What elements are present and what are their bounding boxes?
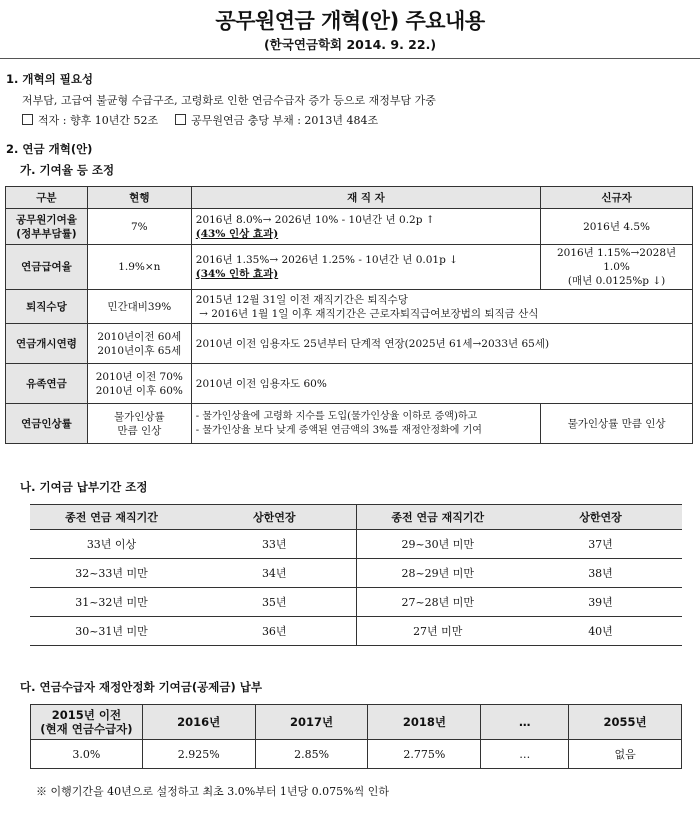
table-cell: 27년 미만 bbox=[356, 617, 519, 646]
subsection-c-heading: 다. 연금수급자 재정안정화 기여금(공제금) 납부 bbox=[20, 680, 262, 694]
checkbox-icon bbox=[22, 114, 33, 125]
incumbent-value: 2016년 8.0%→ 2026년 10% - 10년간 년 0.2p ↑ (43% 인상 효과) bbox=[191, 209, 540, 245]
col-prior-service: 종전 연금 재직기간 bbox=[30, 505, 193, 530]
table-row bbox=[30, 588, 682, 617]
table-row bbox=[31, 740, 682, 769]
section2-heading: 2. 연금 개혁(안) bbox=[6, 142, 93, 156]
col-ellipsis: … bbox=[481, 705, 569, 740]
table-row bbox=[30, 617, 682, 646]
check-deficit: 적자 : 향후 10년간 52조 bbox=[38, 114, 159, 127]
table-cell: 없음 bbox=[569, 740, 682, 769]
section1-text: 저부담, 고급여 불균형 수급구조, 고령화로 인한 연금수급자 증가 등으로 재정부담 가중 bbox=[22, 94, 436, 107]
footnote: ※ 이행기간을 40년으로 설정하고 최초 3.0%부터 1년당 0.075%씩 인하 bbox=[36, 785, 390, 798]
row-label: 연금급여율 bbox=[6, 245, 88, 290]
newcomer-value: 2016년 4.5% bbox=[541, 209, 693, 245]
current-value: 민간대비39% bbox=[87, 290, 191, 324]
contribution-period-table bbox=[30, 504, 682, 646]
table-cell: 35년 bbox=[193, 588, 356, 617]
current-value: 7% bbox=[87, 209, 191, 245]
col-year: 2017년 bbox=[255, 705, 368, 740]
merged-value: 2015년 12월 31일 이전 재직기간은 퇴직수당 → 2016년 1월 1일 이후 재직기간은 근로자퇴직급여보장법의 퇴직금 산식 bbox=[191, 290, 692, 324]
table-cell: 2.925% bbox=[142, 740, 255, 769]
table-cell: 32~33년 미만 bbox=[30, 559, 193, 588]
col-year: 2016년 bbox=[142, 705, 255, 740]
newcomer-value: 2016년 1.15%→2028년 1.0% (매년 0.0125%p ↓) bbox=[541, 245, 693, 290]
check-liability: 공무원연금 충당 부채 : 2013년 484조 bbox=[191, 114, 379, 127]
col-category: 구분 bbox=[6, 187, 88, 209]
col-extended-cap: 상한연장 bbox=[193, 505, 356, 530]
merged-value: 2010년 이전 임용자도 60% bbox=[191, 364, 692, 404]
title-divider bbox=[0, 58, 700, 59]
col-prior-service: 종전 연금 재직기간 bbox=[356, 505, 519, 530]
incumbent-value: - 물가인상율에 고령화 지수를 도입(물가인상율 이하로 증액)하고 - 물가인상율 보다 낮게 증액된 연금액의 3%를 재정안정화에 기여 bbox=[191, 404, 540, 444]
table-cell: 36년 bbox=[193, 617, 356, 646]
table-cell: 33년 이상 bbox=[30, 530, 193, 559]
table-row bbox=[6, 364, 693, 404]
table-row bbox=[6, 404, 693, 444]
incumbent-value: 2016년 1.35%→ 2026년 1.25% - 10년간 년 0.01p ↓ (34% 인하 효과) bbox=[191, 245, 540, 290]
col-current: 현행 bbox=[87, 187, 191, 209]
table-row bbox=[6, 290, 693, 324]
current-value: 1.9%×n bbox=[87, 245, 191, 290]
contribution-table bbox=[5, 186, 693, 444]
page-title: 공무원연금 개혁(안) 주요내용 bbox=[215, 9, 485, 33]
current-value: 2010년 이전 70% 2010년 이후 60% bbox=[87, 364, 191, 404]
table-cell: … bbox=[481, 740, 569, 769]
current-value: 2010년이전 60세 2010년이후 65세 bbox=[87, 324, 191, 364]
col-incumbent: 재 직 자 bbox=[191, 187, 540, 209]
checkbox-icon bbox=[175, 114, 186, 125]
col-year: 2018년 bbox=[368, 705, 481, 740]
row-label: 퇴직수당 bbox=[6, 290, 88, 324]
table-cell: 33년 bbox=[193, 530, 356, 559]
page-subtitle: (한국연금학회 2014. 9. 22.) bbox=[263, 37, 437, 52]
table-cell: 40년 bbox=[519, 617, 682, 646]
col-extended-cap: 상한연장 bbox=[519, 505, 682, 530]
table-cell: 37년 bbox=[519, 530, 682, 559]
row-label: 공무원기여율 (정부부담률) bbox=[6, 209, 88, 245]
row-label: 유족연금 bbox=[6, 364, 88, 404]
table-cell: 39년 bbox=[519, 588, 682, 617]
table-row bbox=[6, 209, 693, 245]
table-row bbox=[6, 245, 693, 290]
table-row bbox=[6, 324, 693, 364]
table-cell: 2.85% bbox=[255, 740, 368, 769]
newcomer-value: 물가인상률 만큼 인상 bbox=[541, 404, 693, 444]
table-cell: 28~29년 미만 bbox=[356, 559, 519, 588]
table-cell: 2.775% bbox=[368, 740, 481, 769]
current-value: 물가인상률 만큼 인상 bbox=[87, 404, 191, 444]
col-newcomer: 신규자 bbox=[541, 187, 693, 209]
subsection-b-heading: 나. 기여금 납부기간 조정 bbox=[20, 480, 148, 494]
col-year: 2055년 bbox=[569, 705, 682, 740]
table-cell: 34년 bbox=[193, 559, 356, 588]
row-label: 연금인상률 bbox=[6, 404, 88, 444]
table-cell: 31~32년 미만 bbox=[30, 588, 193, 617]
table-cell: 27~28년 미만 bbox=[356, 588, 519, 617]
table-row bbox=[30, 530, 682, 559]
stabilization-table bbox=[30, 704, 682, 769]
table-cell: 3.0% bbox=[31, 740, 143, 769]
table-row bbox=[30, 559, 682, 588]
section1-checks bbox=[22, 112, 378, 128]
col-pre-2015: 2015년 이전 (현재 연금수급자) bbox=[31, 705, 143, 740]
table-cell: 38년 bbox=[519, 559, 682, 588]
section1-heading: 1. 개혁의 필요성 bbox=[6, 72, 94, 86]
table-cell: 30~31년 미만 bbox=[30, 617, 193, 646]
row-label: 연금개시연령 bbox=[6, 324, 88, 364]
merged-value: 2010년 이전 임용자도 25년부터 단계적 연장(2025년 61세→2033년 65세) bbox=[191, 324, 692, 364]
subsection-a-heading: 가. 기여율 등 조정 bbox=[20, 163, 115, 177]
table-cell: 29~30년 미만 bbox=[356, 530, 519, 559]
